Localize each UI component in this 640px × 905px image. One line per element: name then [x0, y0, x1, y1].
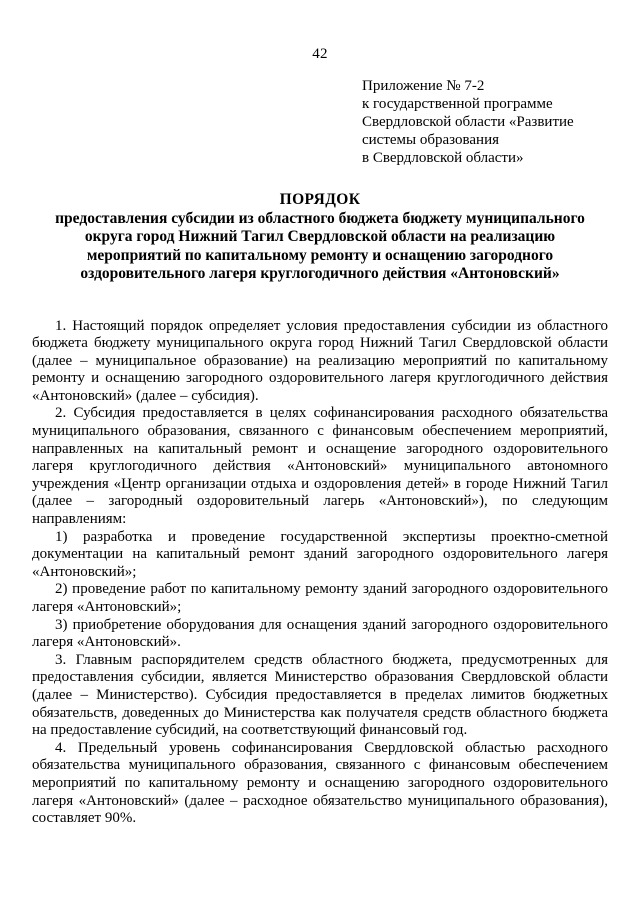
document-title-line: округа город Нижний Тагил Свердловской области на реализацию: [84, 228, 556, 245]
document-title-line: оздоровительного лагеря круглогодичного действия «Антоновский»: [80, 265, 560, 282]
appendix-line: в Свердловской области»: [362, 150, 524, 166]
paragraph-4: 4. Предельный уровень софинансирования Свердловской областью расходного обязательства муниципального образования, связанного с финансовым обеспечением мероприятий по капитальному ремонту и оснащению загородного оздоровительного лагеря «Антоновский» (далее – расходное обязательство муниципального образования), составляет 90%.: [32, 739, 608, 827]
document-title-heading: ПОРЯДОК: [279, 191, 361, 208]
paragraph-1: 1. Настоящий порядок определяет условия предоставления субсидии из областного бюджета бюджету муниципального округа город Нижний Тагил Свердловской области (далее – муниципальное образование) на реализацию мероприятий по капитальному ремонту и оснащению загородного оздоровительного лагеря круглогодичного действия «Антоновский» (далее – субсидия).: [32, 317, 608, 404]
page-number: 42: [312, 46, 328, 62]
appendix-line: к государственной программе: [362, 96, 553, 112]
appendix-reference-block: [362, 77, 640, 167]
document-title-block: [0, 191, 640, 284]
document-body: [0, 318, 640, 828]
paragraph-2: 2. Субсидия предоставляется в целях софинансирования расходного обязательства муниципального образования, связанного с финансовым обеспечением мероприятий, направленных на капитальный ремонт и оснащение загородного оздоровительного лагеря круглогодичного действия «Антоновский» муниципального автономного учреждения «Центр организации отдыха и оздоровления детей» в городе Нижний Тагил (далее – загородный оздоровительный лагерь «Антоновский»), по следующим направлениям:: [32, 405, 608, 528]
appendix-line: Приложение № 7-2: [362, 78, 485, 94]
appendix-line: системы образования: [362, 132, 499, 148]
paragraph-3: 3. Главным распорядителем средств областного бюджета, предусмотренных для предоставления субсидии, является Министерство образования Свердловской области (далее – Министерство). Субсидия предоставляется в пределах лимитов бюджетных обязательств, доведенных до Министерства как получателя средств областного бюджета на предоставление субсидий, на соответствующий финансовый год.: [32, 651, 608, 739]
list-item-2: 2) проведение работ по капитальному ремонту зданий загородного оздоровительного лагеря «Антоновский»;: [32, 581, 608, 615]
list-item-3: 3) приобретение оборудования для оснащения зданий загородного оздоровительного лагеря «Антоновский».: [32, 616, 608, 651]
list-item-1: 1) разработка и проведение государственной экспертизы проектно-сметной документации на капитальный ремонт зданий загородного оздоровительного лагеря «Антоновский»;: [32, 528, 608, 580]
document-title-line: мероприятий по капитальному ремонту и оснащению загородного: [86, 246, 554, 264]
appendix-line: Свердловской области «Развитие: [362, 114, 574, 130]
document-title-line: предоставления субсидии из областного бюджета бюджету муниципального: [55, 209, 585, 227]
